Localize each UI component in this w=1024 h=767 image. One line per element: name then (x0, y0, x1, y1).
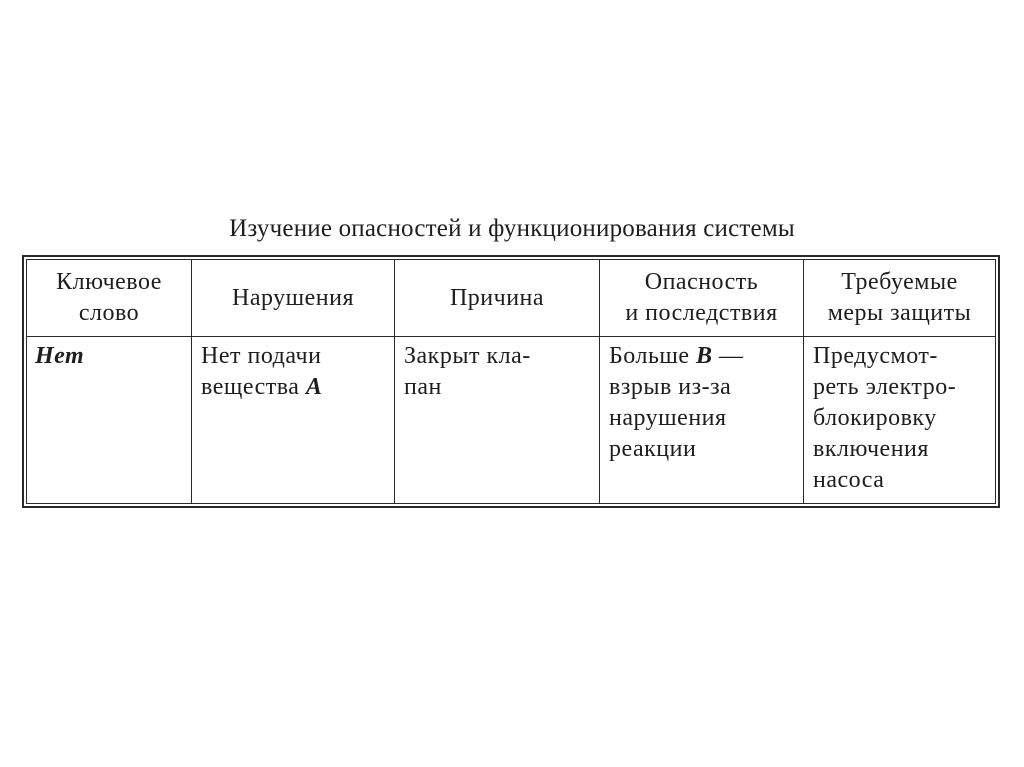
danger-prefix: Больше (609, 343, 697, 369)
header-measures (804, 260, 996, 337)
danger-line3: реакции (609, 436, 697, 462)
hazard-table-frame (22, 255, 1000, 508)
header-violations-label: Нарушения (231, 284, 355, 311)
cause-line1: Закрыт кла- (404, 343, 531, 369)
cell-cause (395, 337, 600, 504)
header-measures-line1: Требуемые (841, 269, 958, 295)
header-keyword (27, 260, 192, 337)
danger-line1: взрыв из-за (609, 374, 732, 400)
cause-line2: пан (404, 374, 442, 400)
danger-line2: нарушения (609, 405, 727, 431)
keyword-value: Нет (35, 343, 85, 369)
cell-keyword (27, 337, 192, 504)
header-danger-line1: Опасность (644, 269, 759, 295)
table-caption: Изучение опасностей и функционирования системы (229, 215, 795, 242)
danger-variable: В (696, 343, 713, 369)
cell-violation (192, 337, 395, 504)
header-measures-line2: меры защиты (827, 300, 972, 326)
cell-measures (804, 337, 996, 504)
header-keyword-line1: Ключевое (56, 269, 162, 295)
header-cause-label: Причина (449, 284, 545, 311)
hazard-table (26, 259, 996, 504)
header-row (27, 260, 996, 337)
danger-suffix: — (712, 343, 744, 369)
measures-line2: реть электро- (813, 374, 957, 400)
header-violations (192, 260, 395, 337)
header-danger (600, 260, 804, 337)
measures-line5: насоса (813, 467, 885, 493)
violation-variable: А (305, 374, 323, 400)
cell-danger (600, 337, 804, 504)
table-row (27, 337, 996, 504)
header-cause (395, 260, 600, 337)
header-danger-line2: и последствия (625, 300, 778, 326)
header-keyword-line2: слово (78, 300, 140, 326)
measures-line1: Предусмот- (813, 343, 938, 369)
violation-text: Нет подачи вещества (201, 343, 322, 400)
measures-line3: блокировку (813, 405, 937, 431)
measures-line4: включения (813, 436, 929, 462)
